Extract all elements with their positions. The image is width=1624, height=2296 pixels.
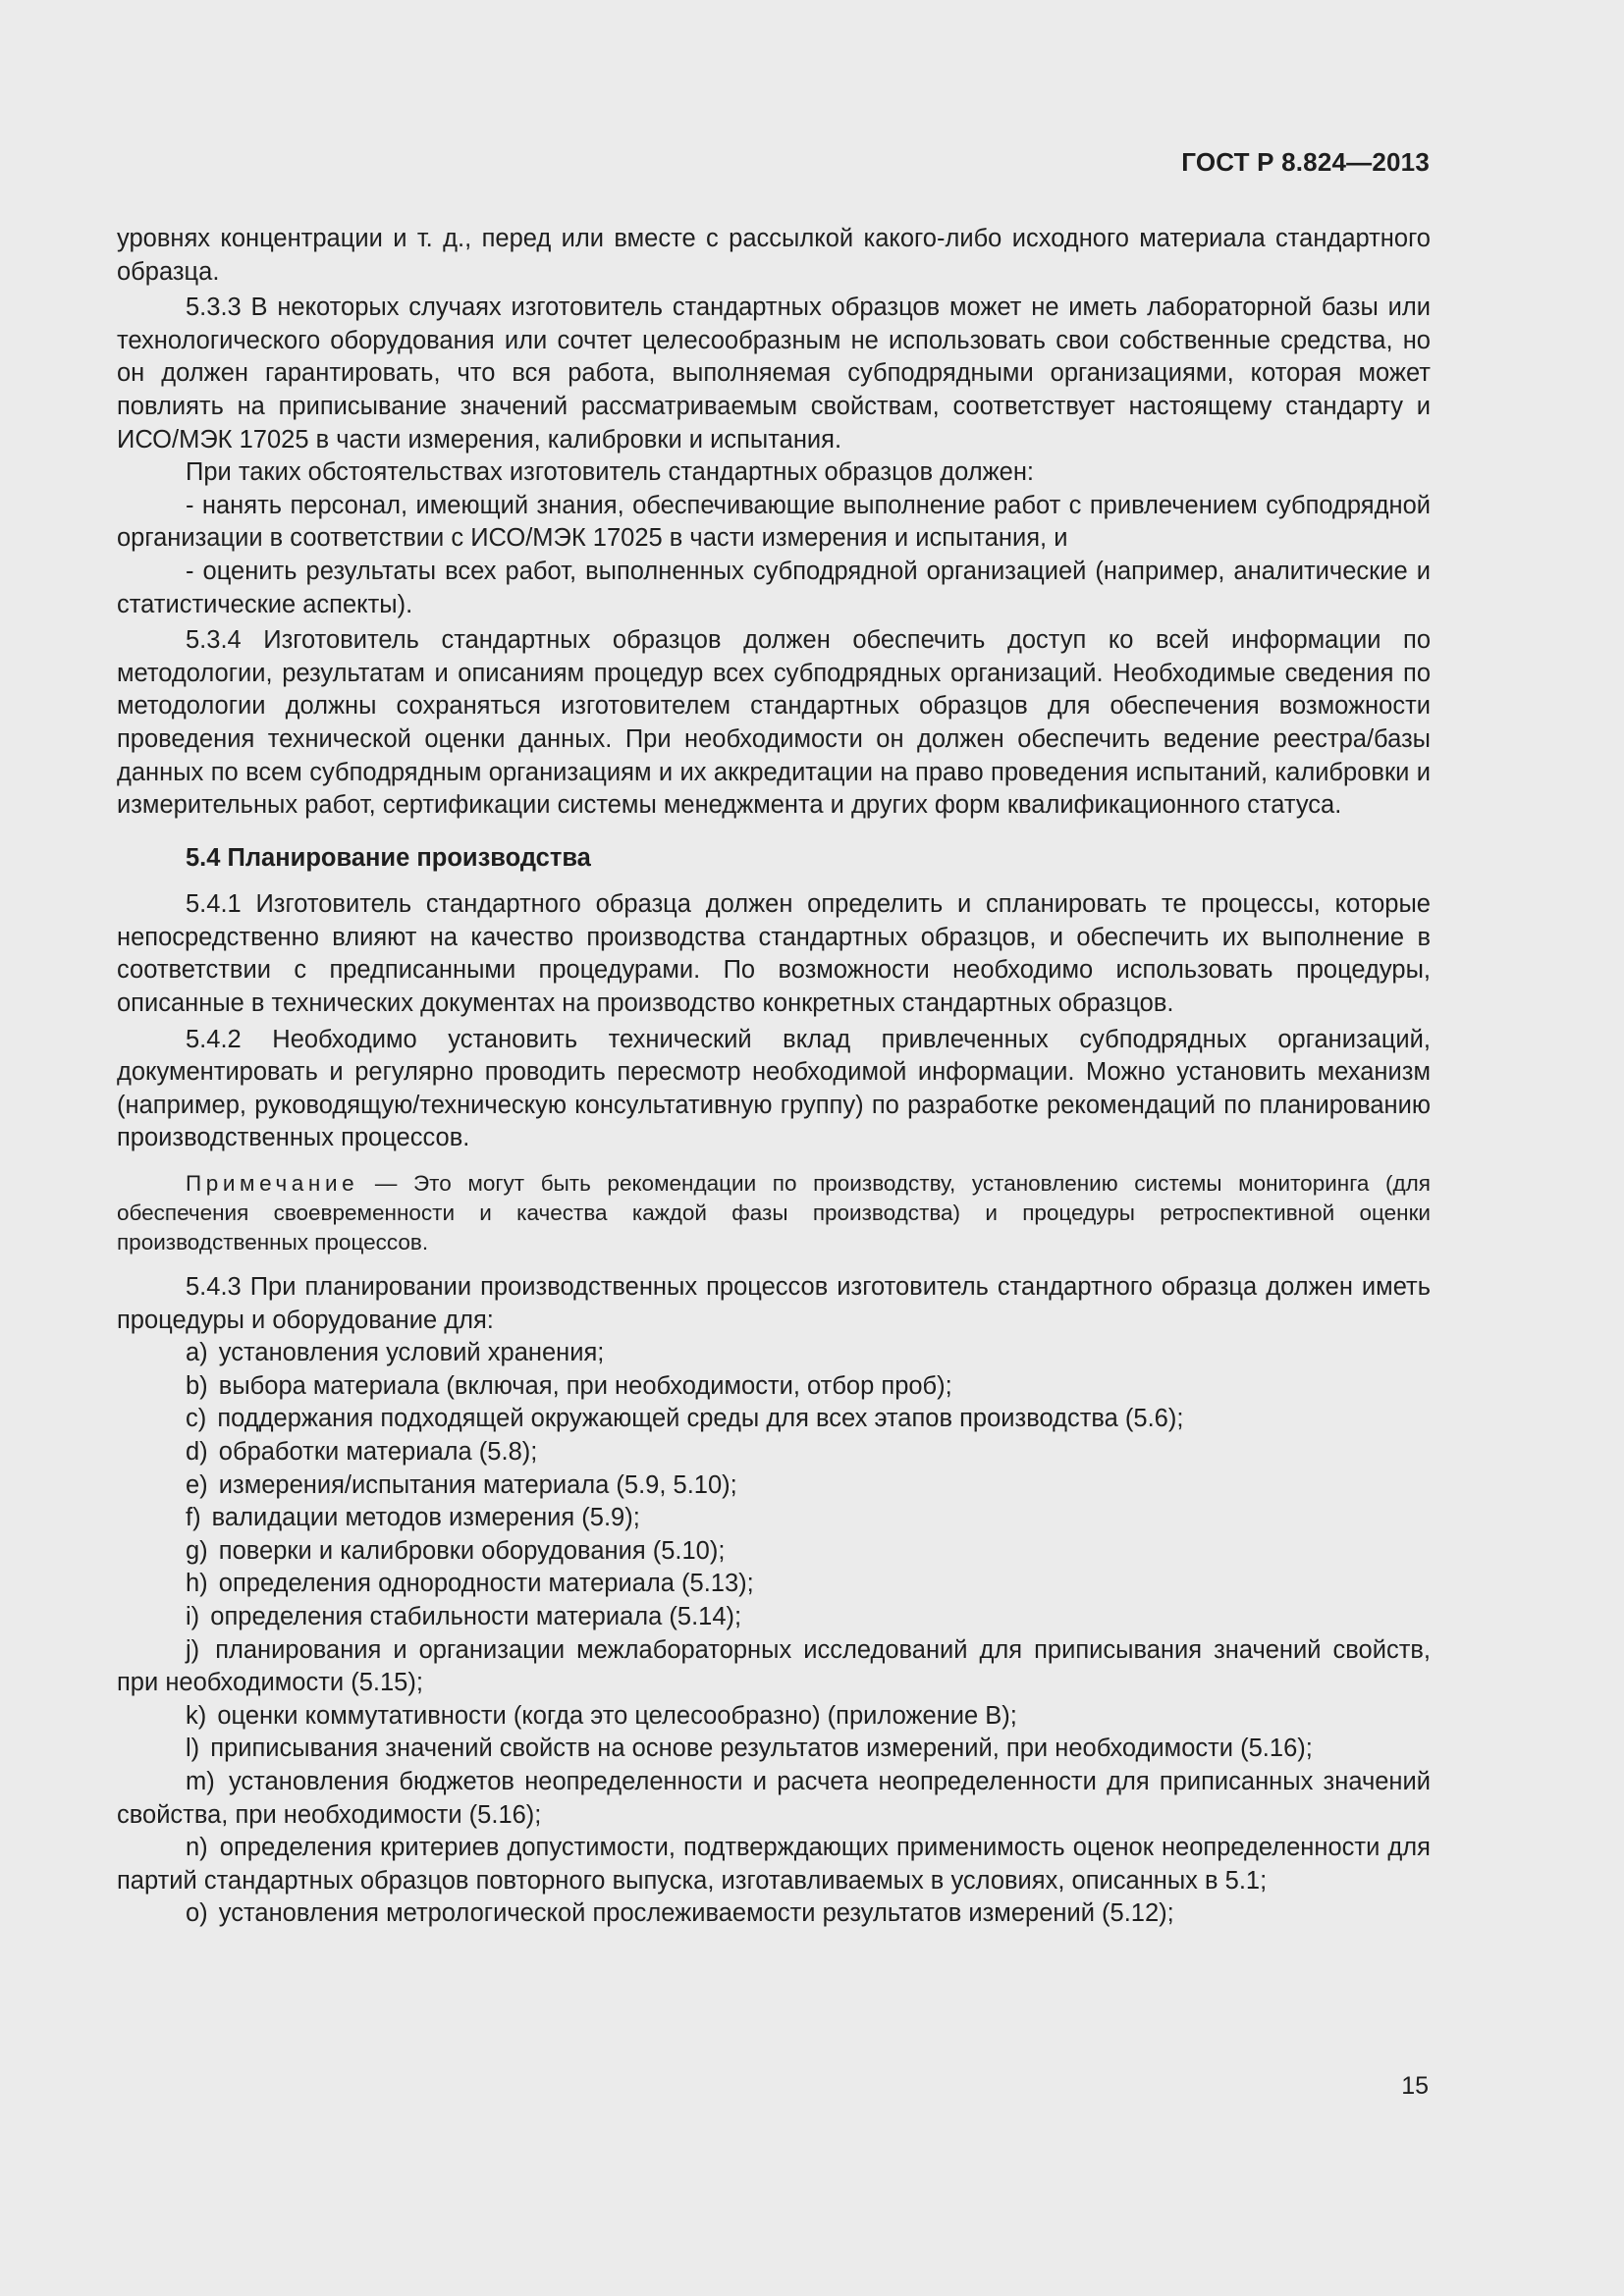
list-item-text: планирования и организации межлабораторных исследований для приписывания значений свойств, при необходимости (5.15); — [117, 1635, 1431, 1697]
list-item-text: оценки коммутативности (когда это целесообразно) (приложение В); — [217, 1701, 1017, 1730]
page-number: 15 — [1401, 2072, 1429, 2100]
list-item — [117, 1634, 1431, 1700]
list-item-text: установления метрологической прослеживаемости результатов измерений (5.12); — [218, 1899, 1174, 1928]
paragraph-5-3-3: 5.3.3 В некоторых случаях изготовитель стандартных образцов может не иметь лабораторной базы или технологического оборудования или сочтет целесообразным не использовать свои собственные средства, но он должен гарантировать, что вся работа, выполняемая субподрядными организациями, которая может повлиять на приписывание значений рассматриваемым свойствам, соответствует настоящему стандарту и ИСО/МЭК 17025 в части измерения, калибровки и испытания. — [117, 294, 1431, 454]
list-item — [117, 1832, 1431, 1897]
list-item-text: определения стабильности материала (5.14); — [210, 1602, 742, 1630]
list-marker: l) — [186, 1735, 200, 1763]
list-marker: h) — [186, 1570, 208, 1598]
planning-list — [117, 1337, 1431, 1931]
list-item — [117, 1535, 1431, 1569]
list-item — [117, 1370, 1431, 1404]
document-code-header: ГОСТ Р 8.824—2013 — [1181, 147, 1430, 177]
list-item — [117, 1337, 1431, 1370]
list-item-text: измерения/испытания материала (5.9, 5.10); — [218, 1470, 737, 1499]
list-item-text: поддержания подходящей окружающей среды для всех этапов производства (5.6); — [217, 1405, 1184, 1433]
list-item-text: обработки материала (5.8); — [218, 1438, 538, 1466]
paragraph-5-4-3: 5.4.3 При планировании производственных процессов изготовитель стандартного образца должен иметь процедуры и оборудование для: — [117, 1273, 1431, 1334]
list-item-text: поверки и калибровки оборудования (5.10); — [218, 1536, 726, 1565]
list-item — [117, 1502, 1431, 1535]
list-item — [117, 1436, 1431, 1469]
list-item-text: валидации методов измерения (5.9); — [211, 1504, 640, 1532]
list-item-text: выбора материала (включая, при необходимости, отбор проб); — [218, 1371, 952, 1400]
list-marker: n) — [186, 1834, 208, 1862]
list-item — [117, 1601, 1431, 1634]
section-heading-5-4: 5.4 Планирование производства — [186, 843, 591, 872]
list-item-text: определения однородности материала (5.13); — [218, 1570, 754, 1598]
list-item-text: приписывания значений свойств на основе результатов измерений, при необходимости (5.16); — [210, 1735, 1313, 1763]
list-item-text: определения критериев допустимости, подтверждающих применимость оценок неопределенности для партий стандартных образцов повторного выпуска, изготавливаемых в условиях, описанных в 5.1; — [117, 1834, 1431, 1895]
list-marker: c) — [186, 1405, 207, 1433]
list-marker: a) — [186, 1339, 208, 1367]
list-item — [117, 1469, 1431, 1503]
note-label: Примечание — [186, 1171, 359, 1197]
page-body — [117, 223, 1431, 1931]
dash-item-hire: - нанять персонал, имеющий знания, обеспечивающие выполнение работ с привлечением субподрядной организации в соответствии с ИСО/МЭК 17025 в части измерения и испытания, и — [117, 491, 1431, 553]
list-marker: i) — [186, 1602, 200, 1630]
paragraph-5-4-1: 5.4.1 Изготовитель стандартного образца должен определить и спланировать те процессы, которые непосредственно влияют на качество производства стандартных образцов, и обеспечить их выполнение в соответствии с предписанными процедурами. По возможности необходимо использовать процедуры, описанные в технических документах на производство конкретных стандартных образцов. — [117, 890, 1431, 1018]
list-item-text: установления условий хранения; — [218, 1339, 605, 1367]
paragraph-5-3-4: 5.3.4 Изготовитель стандартных образцов должен обеспечить доступ ко всей информации по методологии, результатам и описаниям процедур всех субподрядных организаций. Необходимые сведения по методологии должны сохраняться изготовителем стандартных образцов для обеспечения возможности проведения технической оценки данных. При необходимости он должен обеспечить ведение реестра/базы данных по всем субподрядным организациям и их аккредитации на право проведения испытаний, калибровки и измерительных работ, сертификации системы менеджмента и других форм квалификационного статуса. — [117, 626, 1431, 820]
list-item — [117, 1766, 1431, 1832]
paragraph-continuation: уровнях концентрации и т. д., перед или вместе с рассылкой какого-либо исходного материала стандартного образца. — [117, 225, 1431, 286]
list-item — [117, 1403, 1431, 1436]
list-item-text: установления бюджетов неопределенности и расчета неопределенности для приписанных значений свойства, при необходимости (5.16); — [117, 1767, 1431, 1829]
list-item — [117, 1897, 1431, 1931]
dash-item-evaluate: - оценить результаты всех работ, выполненных субподрядной организацией (например, аналитические и статистические аспекты). — [117, 557, 1431, 618]
list-marker: m) — [186, 1767, 215, 1795]
note — [117, 1169, 1431, 1257]
list-item — [117, 1733, 1431, 1766]
list-marker: o) — [186, 1899, 208, 1928]
list-item — [117, 1568, 1431, 1601]
paragraph-5-4-2: 5.4.2 Необходимо установить технический вклад привлеченных субподрядных организаций, документировать и регулярно проводить пересмотр необходимой информации. Можно установить механизм (например, руководящую/техническую консультативную группу) по разработке рекомендаций по планированию производственных процессов. — [117, 1025, 1431, 1152]
note-text: — Это могут быть рекомендации по производству, установлению системы мониторинга (для обеспечения своевременности и качества каждой фазы производства) и процедуры ретроспективной оценки производственных процессов. — [117, 1171, 1431, 1255]
list-item — [117, 1700, 1431, 1734]
list-marker: e) — [186, 1470, 208, 1499]
list-marker: g) — [186, 1536, 208, 1565]
list-marker: b) — [186, 1371, 208, 1400]
list-marker: k) — [186, 1701, 207, 1730]
paragraph-circumstances: При таких обстоятельствах изготовитель стандартных образцов должен: — [186, 458, 1035, 487]
list-marker: d) — [186, 1438, 208, 1466]
list-marker: j) — [186, 1635, 200, 1664]
list-marker: f) — [186, 1504, 201, 1532]
